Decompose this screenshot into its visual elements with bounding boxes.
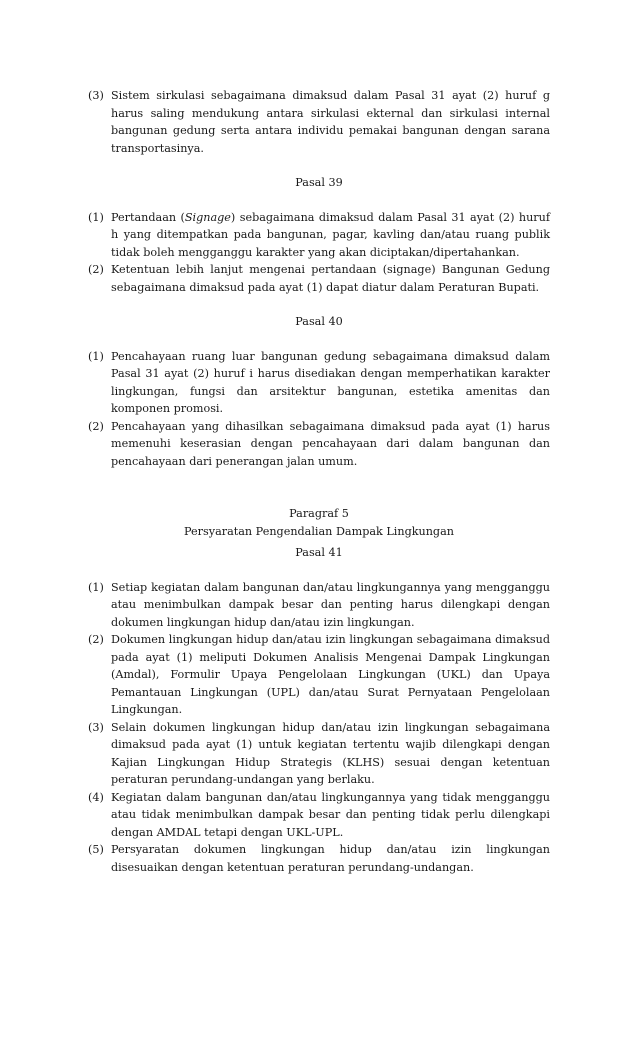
ayat-text: Kegiatan dalam bangunan dan/atau lingkungannya yang tidak mengganggu atau tidak menimbulkan dampak besar dan penting tidak perlu dilengkapi dengan AMDAL tetapi dengan UKL-UPL. [111, 790, 550, 839]
ayat-number: (5) [88, 843, 104, 856]
ayat-number: (1) [88, 580, 104, 594]
ayat-text: Sistem sirkulasi sebagaimana dimaksud dalam Pasal 31 ayat (2) huruf g harus saling mendukung antara sirkulasi ekternal dan sirkulasi internal bangunan gedung serta antara individu pemakai bangunan dengan sarana transportasinya. [111, 89, 550, 155]
pasal-40-ayat-1 [88, 348, 550, 418]
pasal-39-ayat-2 [88, 261, 550, 296]
paragraf-5-label: Paragraf 5 [289, 507, 349, 520]
pasal-41-heading: Pasal 41 [295, 546, 343, 559]
ayat-text: Setiap kegiatan dalam bangunan dan/atau lingkungannya yang mengganggu atau menimbulkan dampak besar dan penting harus dilengkapi dengan dokumen lingkungan hidup dan/atau izin lingkungan. [111, 580, 550, 629]
pasal-41-ayat-2 [88, 631, 550, 719]
ayat-number: (2) [88, 633, 104, 646]
ayat-text: Selain dokumen lingkungan hidup dan/atau izin lingkungan sebagaimana dimaksud pada ayat (1) untuk kegiatan tertentu wajib dilengkapi dengan Kajian Lingkungan Hidup Strategis (KLHS) sesuai dengan ketentuan peraturan perundang-undangan yang berlaku. [111, 720, 550, 786]
ayat-text: Pencahayaan ruang luar bangunan gedung sebagaimana dimaksud dalam Pasal 31 ayat (2) huruf i harus disediakan dengan memperhatikan karakter lingkungan, fungsi dan arsitektur bangunan, estetika amenitas dan komponen promosi. [111, 349, 550, 415]
ayat-text: Persyaratan dokumen lingkungan hidup dan/atau izin lingkungan disesuaikan dengan ketentuan peraturan perundang-undangan. [111, 843, 550, 874]
ayat-number: (1) [88, 210, 104, 224]
ayat-number: (3) [88, 720, 104, 734]
ayat-number: (2) [88, 263, 104, 276]
pasal-38-ayat-3 [88, 87, 550, 157]
ayat-text: Pencahayaan yang dihasilkan sebagaimana dimaksud pada ayat (1) harus memenuhi keserasian dengan pencahayaan dari dalam bangunan dan pencahayaan dari penerangan jalan umum. [111, 419, 550, 468]
pasal-39-ayat-1 [88, 209, 550, 262]
ayat-number: (3) [88, 89, 104, 102]
document-page [88, 87, 550, 876]
signage-term: Signage [184, 210, 231, 224]
pasal-39-heading: Pasal 39 [295, 176, 343, 189]
ayat-number: (2) [88, 419, 104, 433]
pasal-40-ayat-2 [88, 418, 550, 471]
ayat-number: (4) [88, 790, 104, 804]
ayat-text: Pertandaan (Signage) sebagaimana dimaksud dalam Pasal 31 ayat (2) huruf h yang ditempatkan pada bangunan, pagar, kavling dan/atau ruang publik tidak boleh mengganggu karakter yang akan diciptakan/dipertahankan. [111, 210, 550, 259]
ayat-text: Ketentuan lebih lanjut mengenai pertandaan (signage) Bangunan Gedung sebagaimana dimaksud pada ayat (1) dapat diatur dalam Peraturan Bupati. [111, 263, 550, 294]
paragraf-5-title: Persyaratan Pengendalian Dampak Lingkungan [184, 524, 454, 538]
pasal-41-ayat-3 [88, 719, 550, 789]
pasal-41-ayat-4 [88, 789, 550, 842]
ayat-text: Dokumen lingkungan hidup dan/atau izin lingkungan sebagaimana dimaksud pada ayat (1) meliputi Dokumen Analisis Mengenai Dampak Lingkungan (Amdal), Formulir Upaya Pengelolaan Lingkungan (UKL) dan Upaya Pemantauan Lingkungan (UPL) dan/atau Surat Pernyataan Pengelolaan Lingkungan. [111, 633, 550, 716]
ayat-number: (1) [88, 349, 104, 363]
pasal-41-ayat-1 [88, 579, 550, 632]
pasal-41-ayat-5 [88, 841, 550, 876]
pasal-40-heading: Pasal 40 [295, 315, 343, 328]
